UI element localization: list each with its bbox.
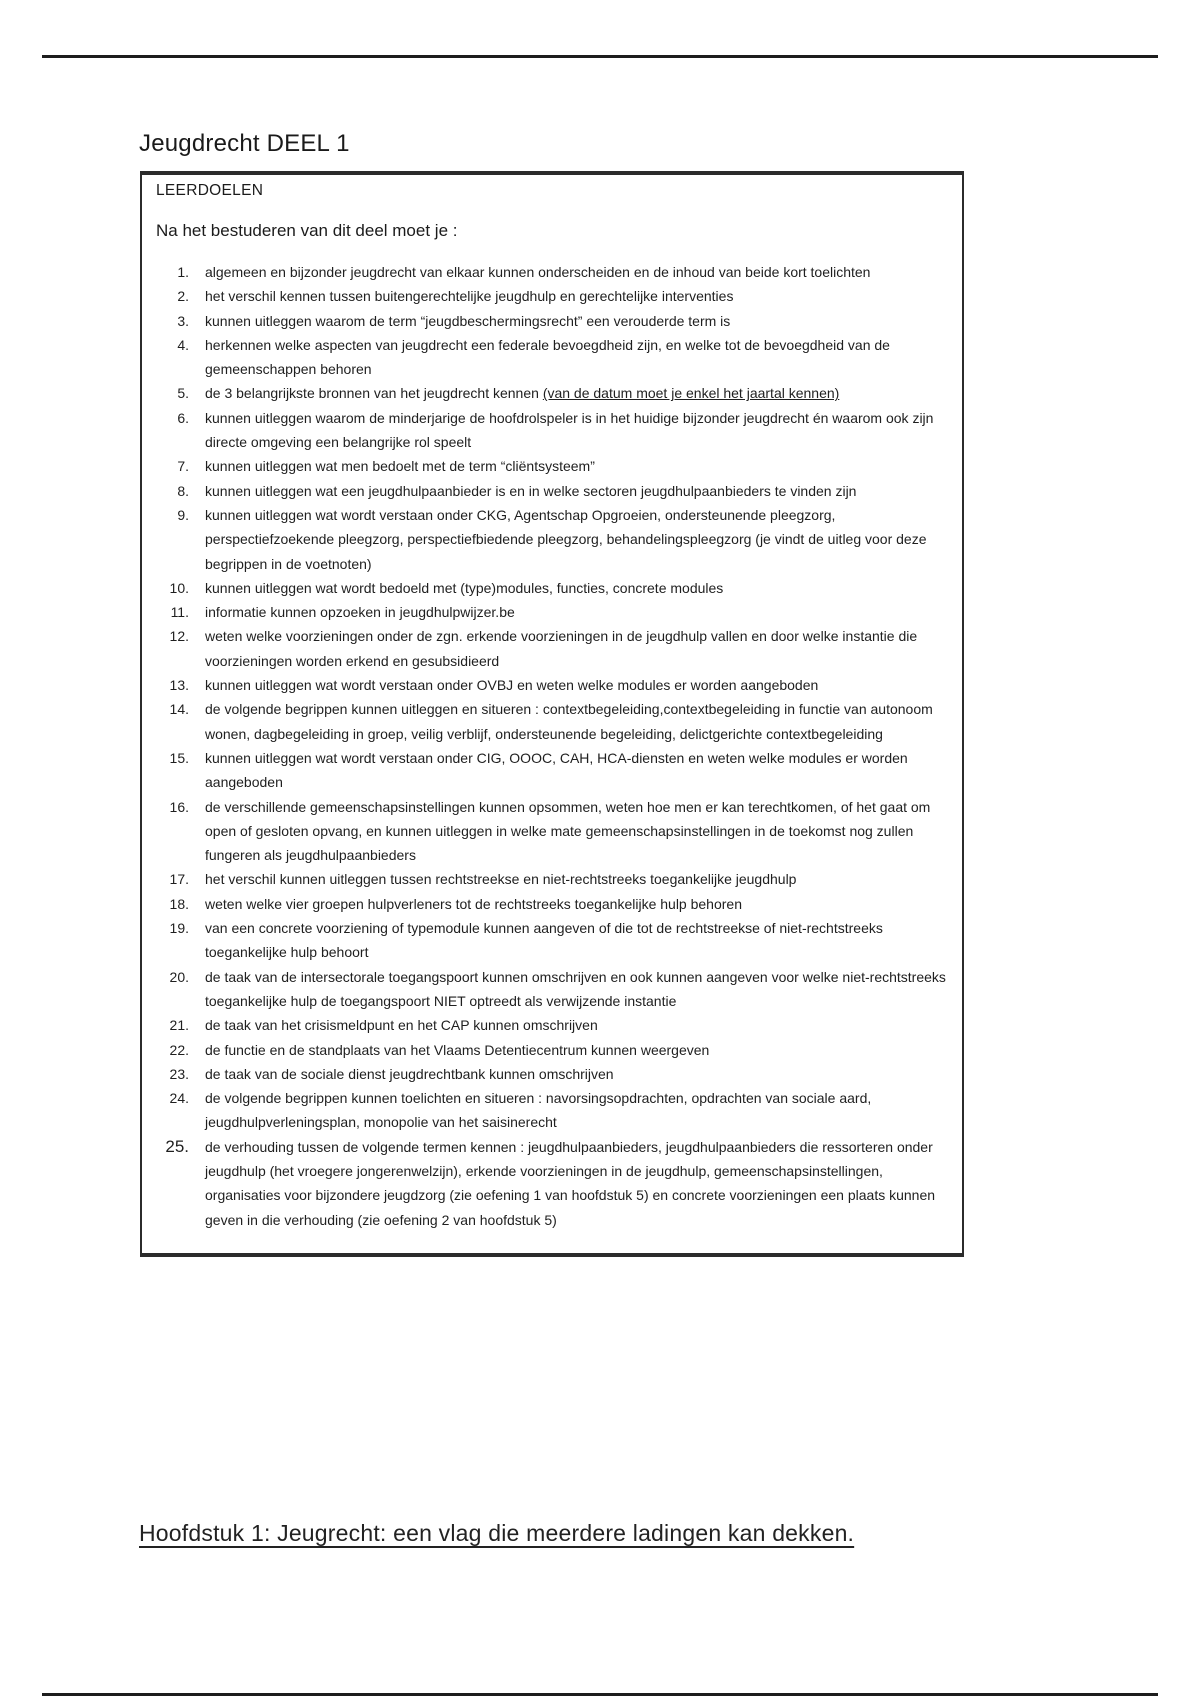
list-item-text: de taak van de intersectorale toegangspoort kunnen omschrijven en ook kunnen aangeven voor welke niet-rechtstreeks toegankelijke hulp de toegangspoort NIET optreedt als verwijzende instantie <box>205 968 946 1009</box>
list-item-number: 6. <box>177 409 189 426</box>
list-item-text: kunnen uitleggen wat wordt bedoeld met (type)modules, functies, concrete modules <box>205 579 724 596</box>
leerdoelen-list <box>156 260 948 1232</box>
list-item-text: herkennen welke aspecten van jeugdrecht een federale bevoegdheid zijn, en welke tot de bevoegdheid van de gemeenschappen behoren <box>205 336 890 378</box>
bottom-horizontal-rule <box>42 1693 1158 1696</box>
list-item <box>156 867 948 891</box>
list-item <box>156 503 948 576</box>
leerdoelen-box <box>140 171 964 1257</box>
list-item-number: 10. <box>169 579 189 596</box>
list-item-text: kunnen uitleggen wat wordt verstaan onder OVBJ en weten welke modules er worden aangeboden <box>205 677 819 694</box>
list-item <box>156 624 948 673</box>
list-item <box>156 746 948 795</box>
list-item <box>156 673 948 697</box>
page-title: Jeugdrecht DEEL 1 <box>139 130 350 157</box>
list-item-number: 11. <box>170 604 189 621</box>
list-item-text: de 3 belangrijkste bronnen van het jeugdrecht kennen (van de datum moet je enkel het jaartal kennen) <box>205 385 840 402</box>
list-item <box>156 309 948 333</box>
leerdoelen-intro: Na het bestuderen van dit deel moet je : <box>156 221 458 240</box>
list-item-number: 9. <box>177 506 189 523</box>
list-item-number: 16. <box>169 798 189 815</box>
list-item-text: kunnen uitleggen wat men bedoelt met de term “cliëntsysteem” <box>205 458 595 475</box>
list-item <box>156 260 948 284</box>
list-item-text: de verschillende gemeenschapsinstellingen kunnen opsommen, weten hoe men er kan terechtkomen, of het gaat om open of gesloten opvang, en kunnen uitleggen in welke mate gemeenschapsinstellingen in de toekomst nog zullen fungeren als jeugdhulpaanbieders <box>205 798 931 864</box>
list-item-number: 23. <box>169 1065 189 1082</box>
list-item <box>156 1135 948 1232</box>
list-item-number: 18. <box>169 895 189 912</box>
list-item-text: de taak van het crisismeldpunt en het CAP kunnen omschrijven <box>205 1017 598 1034</box>
list-item <box>156 479 948 503</box>
list-item <box>156 576 948 600</box>
list-item-text: kunnen uitleggen waarom de term “jeugdbeschermingsrecht” een verouderde term is <box>205 312 731 329</box>
list-item <box>156 1038 948 1062</box>
list-item <box>156 284 948 308</box>
list-item-number: 8. <box>177 482 189 499</box>
list-item-text: de volgende begrippen kunnen uitleggen en situeren : contextbegeleiding,contextbegeleiding in functie van autonoom wonen, dagbegeleiding in groep, veilig verblijf, ondersteunende begeleiding, delictgerichte contextbegeleiding <box>205 701 933 742</box>
list-item-text: kunnen uitleggen waarom de minderjarige de hoofdrolspeler is in het huidige bijzonder jeugdrecht én waarom ook zijn directe omgeving een belangrijke rol speelt <box>205 409 934 451</box>
list-item <box>156 333 948 382</box>
list-item <box>156 965 948 1014</box>
list-item-text: algemeen en bijzonder jeugdrecht van elkaar kunnen onderscheiden en de inhoud van beide kort toelichten <box>205 264 871 280</box>
list-item <box>156 1062 948 1086</box>
underlined-note: (van de datum moet je enkel het jaartal kennen) <box>542 385 840 402</box>
list-item <box>156 795 948 868</box>
list-item-number: 17. <box>169 871 189 888</box>
list-item-number: 13. <box>169 677 189 694</box>
list-item <box>156 697 948 746</box>
list-item-number: 4. <box>177 336 189 353</box>
list-item-number: 15. <box>169 749 189 766</box>
list-item <box>156 892 948 916</box>
top-horizontal-rule <box>42 55 1158 58</box>
list-item-text: de volgende begrippen kunnen toelichten en situeren : navorsingsopdrachten, opdrachten van sociale aard, jeugdhulpverleningsplan, monopolie van het saisinerecht <box>205 1090 872 1131</box>
list-item-number: 7. <box>177 458 189 475</box>
list-item-text: de taak van de sociale dienst jeugdrechtbank kunnen omschrijven <box>205 1065 614 1082</box>
list-item-number: 24. <box>169 1090 189 1107</box>
list-item-number: 3. <box>177 312 189 329</box>
list-item-number: 21. <box>169 1017 189 1034</box>
list-item-text: het verschil kennen tussen buitengerechtelijke jeugdhulp en gerechtelijke interventies <box>205 288 734 305</box>
list-item-text: kunnen uitleggen wat wordt verstaan onder CIG, OOOC, CAH, HCA-diensten en weten welke modules er worden aangeboden <box>205 749 908 791</box>
list-item-number: 5. <box>177 385 189 402</box>
list-item <box>156 916 948 965</box>
list-item-number: 14. <box>169 701 189 718</box>
chapter-heading: Hoofdstuk 1: Jeugrecht: een vlag die meerdere ladingen kan dekken. <box>139 1520 855 1546</box>
list-item-text: van een concrete voorziening of typemodule kunnen aangeven of die tot de rechtstreekse of niet-rechtstreeks toegankelijke hulp behoort <box>205 920 883 961</box>
list-item <box>156 1013 948 1037</box>
list-item-number: 25. <box>165 1136 189 1156</box>
list-item-number: 19. <box>169 920 189 937</box>
list-item <box>156 406 948 455</box>
list-item-number: 12. <box>169 628 189 645</box>
list-item-text: de functie en de standplaats van het Vlaams Detentiecentrum kunnen weergeven <box>205 1041 710 1058</box>
list-item-text: informatie kunnen opzoeken in jeugdhulpwijzer.be <box>205 604 515 621</box>
list-item-text: kunnen uitleggen wat een jeugdhulpaanbieder is en in welke sectoren jeugdhulpaanbieders te vinden zijn <box>205 482 857 499</box>
list-item-text: het verschil kunnen uitleggen tussen rechtstreekse en niet-rechtstreeks toegankelijke jeugdhulp <box>205 871 797 888</box>
list-item-text: de verhouding tussen de volgende termen kennen : jeugdhulpaanbieders, jeugdhulpaanbieders die ressorteren onder jeugdhulp (het vroegere jongerenwelzijn), erkende voorzieningen in de jeugdhulp, gemeenschapsinstellingen, organisaties voor bijzondere jeugdzorg (zie oefening 1 van hoofdstuk 5) en concrete voorzieningen een plaats kunnen geven in die verhouding (zie oefening 2 van hoofdstuk 5) <box>205 1138 936 1228</box>
list-item <box>156 600 948 624</box>
list-item-number: 20. <box>169 968 189 985</box>
list-item <box>156 381 948 405</box>
list-item-number: 2. <box>177 288 189 305</box>
list-item-text: weten welke vier groepen hulpverleners tot de rechtstreeks toegankelijke hulp behoren <box>205 895 742 912</box>
list-item-number: 22. <box>169 1041 189 1058</box>
list-item <box>156 454 948 478</box>
leerdoelen-header: LEERDOELEN <box>156 182 264 199</box>
list-item-number: 1. <box>177 264 189 280</box>
list-item <box>156 1086 948 1135</box>
list-item-text: weten welke voorzieningen onder de zgn. erkende voorzieningen in de jeugdhulp vallen en door welke instantie die voorzieningen worden erkend en gesubsidieerd <box>205 628 918 669</box>
list-item-text: kunnen uitleggen wat wordt verstaan onder CKG, Agentschap Opgroeien, ondersteunende pleegzorg, perspectiefzoekende pleegzorg, perspectiefbiedende pleegzorg, behandelingspleegzorg (je vindt de uitleg voor deze begrippen in de voetnoten) <box>205 506 927 572</box>
